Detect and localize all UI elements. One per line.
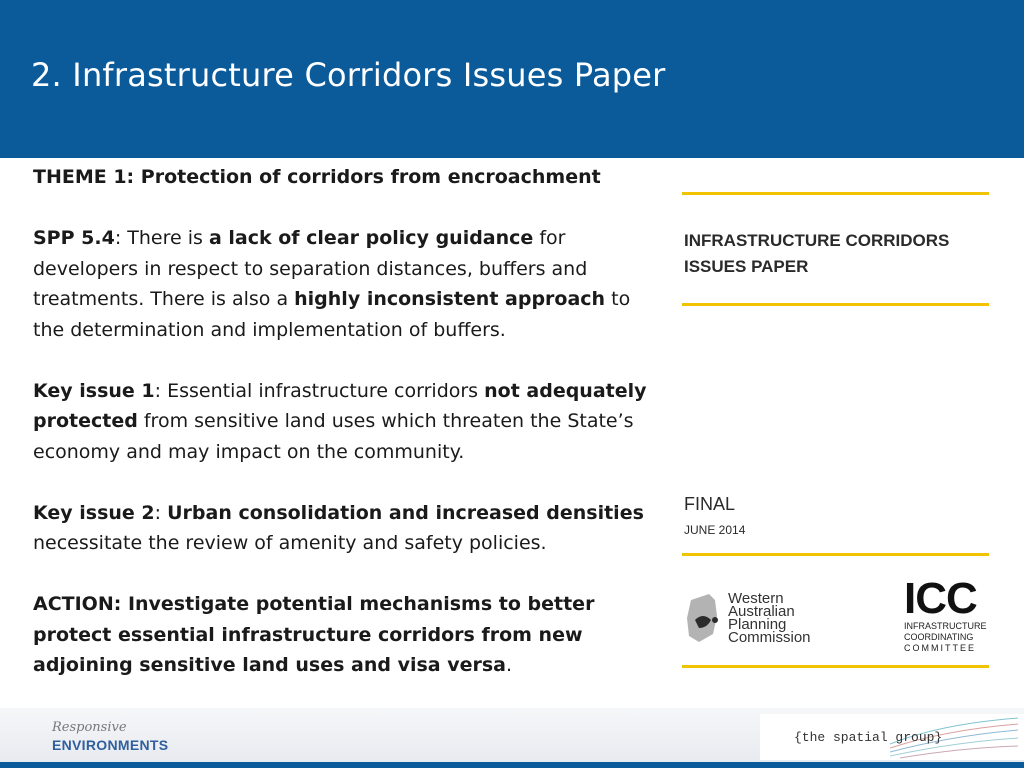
cover-rule-bottom <box>682 665 989 668</box>
wapc-line-2: Australian <box>728 603 795 620</box>
report-cover-image <box>672 160 1001 690</box>
action-text: ACTION: Investigate potential mechanisms to better protect essential infrastructure corridors from new adjoining sensitive land uses and visa versa <box>33 593 595 676</box>
header-bar <box>0 0 1024 158</box>
key-issue-1-label: Key issue 1 <box>33 379 155 402</box>
cover-rule-top <box>682 192 989 195</box>
key-issue-2-text-1: : <box>154 501 168 524</box>
theme-text: THEME 1: Protection of corridors from encroachment <box>33 166 601 188</box>
spp-text-2: for developers in respect to separation distances, buffers and treatments. There is also a <box>33 227 588 310</box>
key-issue-1-text-1: : Essential infrastructure corridors <box>154 379 485 402</box>
icc-line-2: COORDINATING <box>904 632 974 642</box>
cover-title <box>684 228 949 280</box>
action-end: . <box>506 654 513 676</box>
body-text <box>33 162 658 711</box>
key-issue-2-bold: Urban consolidation and increased densities <box>167 501 644 524</box>
spp-paragraph <box>33 223 658 345</box>
action-paragraph <box>33 589 658 681</box>
theme-heading <box>33 162 658 193</box>
page-title: 2. Infrastructure Corridors Issues Paper <box>31 56 666 94</box>
wapc-line-1: Western <box>728 590 784 607</box>
spp-bold-1: a lack of clear policy guidance <box>208 227 534 249</box>
spp-label: SPP 5.4 <box>33 227 115 249</box>
cover-status: FINAL <box>684 494 736 514</box>
key-issue-1-bold: not adequately protected <box>33 379 647 432</box>
spp-text-3: to the determination and implementation of buffers. <box>33 288 631 341</box>
responsive-logo-text: Responsive <box>52 720 127 735</box>
wapc-line-4: Commission <box>728 629 811 646</box>
key-issue-2-label: Key issue 2 <box>33 501 155 524</box>
icc-logo: ICC <box>904 574 977 623</box>
icc-line-3: COMMITTEE <box>904 643 976 653</box>
key-issue-1-text-2: from sensitive land uses which threaten the State’s economy and may impact on the community. <box>33 410 634 463</box>
key-issue-1-paragraph <box>33 376 658 468</box>
cover-title-line-2: ISSUES PAPER <box>684 257 809 276</box>
wapc-line-3: Planning <box>728 616 787 633</box>
icc-line-1: INFRASTRUCTURE <box>904 621 987 631</box>
spp-bold-2: highly inconsistent approach <box>294 288 606 310</box>
cover-title-line-1: INFRASTRUCTURE CORRIDORS <box>684 231 950 250</box>
spp-text-1: : There is <box>114 227 209 249</box>
icc-wordmark <box>904 621 987 654</box>
key-issue-2-paragraph <box>33 498 658 559</box>
spatial-group-logo <box>760 714 1024 760</box>
wapc-wordmark <box>728 592 811 644</box>
wapc-logo-icon <box>685 590 731 648</box>
cover-rule-mid <box>682 303 989 306</box>
cover-date: JUNE 2014 <box>684 523 746 537</box>
spatial-group-text: {the spatial group} <box>794 730 943 745</box>
footer-line <box>0 762 1024 768</box>
cover-rule-lower <box>682 553 989 556</box>
environments-logo-text: ENVIRONMENTS <box>52 737 169 753</box>
key-issue-2-text-2: necessitate the review of amenity and safety policies. <box>33 532 547 554</box>
